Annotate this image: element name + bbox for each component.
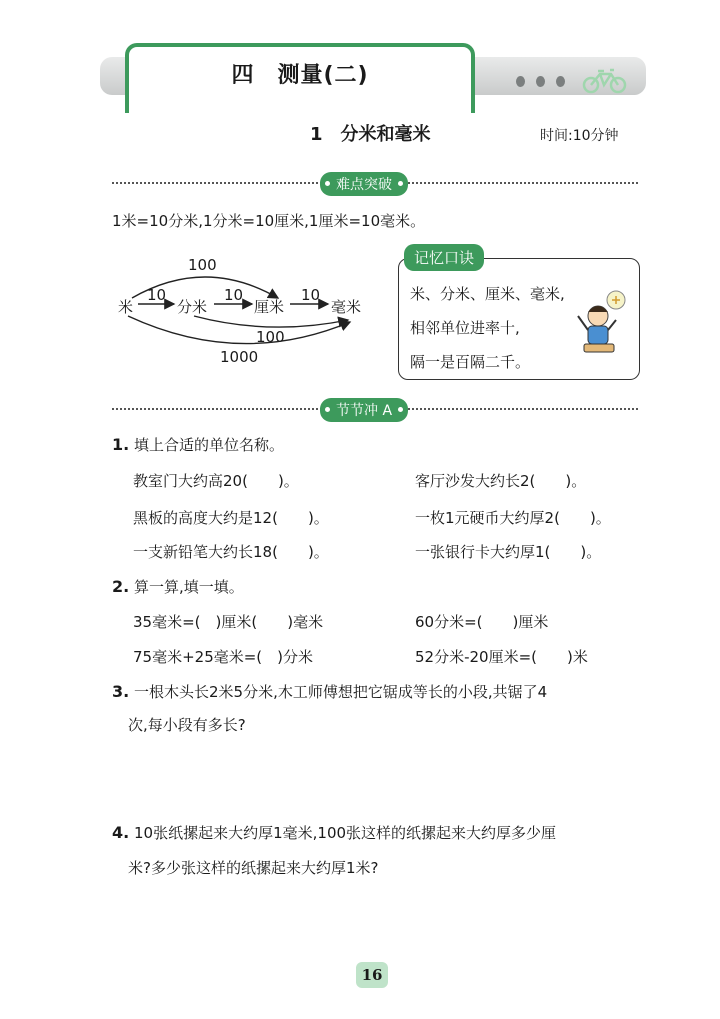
memory-line: 相邻单位进率十, (410, 319, 520, 337)
diagram-label-m-to-cm: 100 (188, 256, 217, 274)
section-label-breakthrough: 难点突破 (320, 172, 408, 196)
diagram-label-step: 10 (301, 286, 321, 304)
diagram-unit: 米 (118, 298, 134, 316)
diagram-label-m-to-mm: 1000 (220, 348, 259, 366)
bicycle-icon (580, 66, 630, 96)
calc-blank-item[interactable]: 75毫米+25毫米=( )分米 (133, 648, 314, 666)
question-1 (112, 434, 284, 455)
lesson-title: 1 分米和毫米 (310, 124, 431, 145)
question-number: 1. (112, 435, 130, 454)
memory-tip-label: 记忆口诀 (404, 244, 484, 271)
fill-blank-item[interactable]: 黑板的高度大约是12( )。 (133, 509, 329, 527)
question-3 (112, 681, 547, 702)
decor-dot-icon (536, 76, 545, 87)
student-illustration-icon (572, 290, 632, 358)
question-2 (112, 576, 244, 597)
diagram-unit: 厘米 (254, 298, 285, 316)
memory-line: 隔一是百隔二千。 (410, 353, 531, 371)
chapter-title: 四 测量(二) (231, 63, 369, 88)
calc-blank-item[interactable]: 35毫米=( )厘米( )毫米 (133, 613, 324, 631)
diagram-label-step: 10 (147, 286, 167, 304)
fill-blank-item[interactable]: 一枚1元硬币大约厚2( )。 (415, 509, 611, 527)
page-number: 16 (356, 962, 388, 988)
question-number: 3. (112, 682, 130, 701)
time-label: 时间:10分钟 (540, 128, 619, 144)
fill-blank-item[interactable]: 教室门大约高20( )。 (133, 472, 299, 490)
fill-blank-item[interactable]: 一支新铅笔大约长18( )。 (133, 543, 329, 561)
calc-blank-item[interactable]: 60分米=( )厘米 (415, 613, 549, 631)
section-label-practice: 节节冲 A (320, 398, 408, 422)
question-number: 4. (112, 823, 130, 842)
question-text: 一根木头长2米5分米,木工师傅想把它锯成等长的小段,共锯了4 (134, 683, 548, 701)
question-text: 米?多少张这样的纸摞起来大约厚1米? (128, 859, 379, 877)
calc-blank-item[interactable]: 52分米-20厘米=( )米 (415, 648, 588, 666)
question-4 (112, 822, 556, 843)
fill-blank-item[interactable]: 客厅沙发大约长2( )。 (415, 472, 587, 490)
question-text: 10张纸摞起来大约厚1毫米,100张这样的纸摞起来大约厚多少厘 (134, 824, 557, 842)
fill-blank-item[interactable]: 一张银行卡大约厚1( )。 (415, 543, 602, 561)
diagram-label-dm-to-mm: 100 (256, 328, 285, 346)
diagram-unit: 毫米 (331, 298, 362, 316)
decor-dot-icon (556, 76, 565, 87)
diagram-label-step: 10 (224, 286, 244, 304)
question-number: 2. (112, 577, 130, 596)
question-text: 填上合适的单位名称。 (134, 436, 285, 454)
question-text: 算一算,填一填。 (134, 578, 244, 596)
decor-dot-icon (516, 76, 525, 87)
question-text: 次,每小段有多长? (128, 716, 246, 734)
diagram-unit: 分米 (177, 298, 208, 316)
conversion-line: 1米=10分米,1分米=10厘米,1厘米=10毫米。 (112, 212, 426, 230)
memory-line: 米、分米、厘米、毫米, (410, 285, 565, 303)
